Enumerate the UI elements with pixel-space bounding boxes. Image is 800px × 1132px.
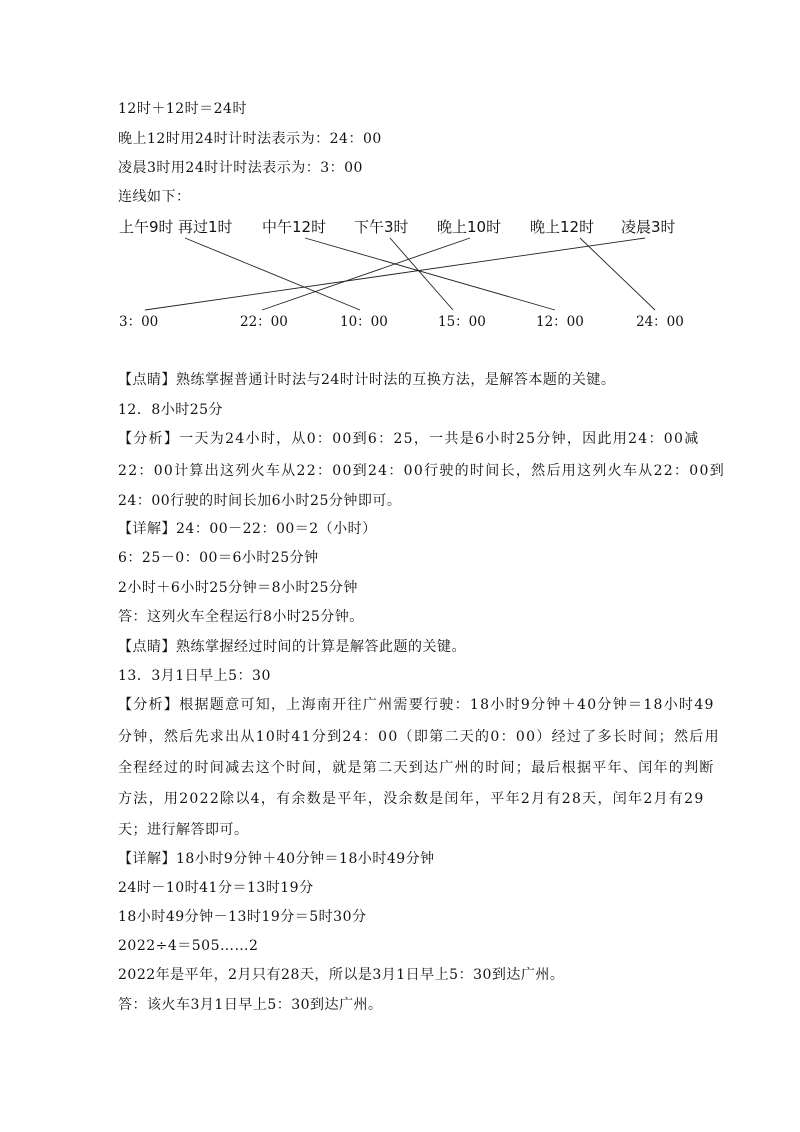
text-line: 2小时＋6小时25分钟＝8小时25分钟 xyxy=(118,580,358,596)
bottom-label: 10：00 xyxy=(340,314,388,330)
top-label: 凌晨3时 xyxy=(621,218,676,236)
text-line: 【点睛】熟练掌握普通计时法与24时计时法的互换方法，是解答本题的关键。 xyxy=(118,372,616,388)
text-line: 【点睛】熟练掌握经过时间的计算是解答此题的关键。 xyxy=(118,639,466,655)
text-line: 答：该火车3月1日早上5：30到达广州。 xyxy=(118,997,383,1013)
text-line: 【详解】24：00－22：00＝2（小时） xyxy=(118,521,377,537)
connector-line xyxy=(390,238,453,310)
text-line: 分钟，然后先求出从10时41分到24：00（即第二天的0：00）经过了多长时间；然后用 xyxy=(118,729,720,745)
text-line: 全程经过的时间减去这个时间，就是第二天到达广州的时间；最后根据平年、闰年的判断 xyxy=(118,760,715,776)
text-line: 12．8小时25分 xyxy=(118,402,224,418)
text-line: 18小时49分钟－13时19分＝5时30分 xyxy=(118,909,367,925)
text-line: 连线如下： xyxy=(118,189,191,205)
matching-diagram xyxy=(0,205,800,340)
text-line: 【详解】18小时9分钟＋40分钟＝18小时49分钟 xyxy=(118,851,435,867)
text-line: 【分析】一天为24小时，从0：00到6：25，一共是6小时25分钟，因此用24：00减 xyxy=(118,431,700,447)
connector-line xyxy=(145,238,645,310)
text-line: 晚上12时用24时计时法表示为：24：00 xyxy=(118,131,382,147)
bottom-label: 22：00 xyxy=(240,314,288,330)
bottom-label: 15：00 xyxy=(438,314,486,330)
connector-line xyxy=(305,238,555,310)
top-label: 中午12时 xyxy=(262,218,327,236)
text-line: 6：25－0：00＝6小时25分钟 xyxy=(118,550,319,566)
text-line: 13．3月1日早上5：30 xyxy=(118,668,271,684)
connector-line xyxy=(262,238,470,310)
bottom-label: 3：00 xyxy=(119,314,159,330)
text-line: 方法，用2022除以4，有余数是平年，没余数是闰年，平年2月有28天，闰年2月有29 xyxy=(118,791,705,807)
text-line: 24时－10时41分＝13时19分 xyxy=(118,880,314,896)
text-line: 天；进行解答即可。 xyxy=(118,822,249,838)
text-line: 2022÷4＝505……2 xyxy=(118,938,259,954)
text-line: 答：这列火车全程运行8小时25分钟。 xyxy=(118,609,364,625)
top-label: 上午9时 xyxy=(119,218,174,236)
text-line: 24：00行驶的时间长加6小时25分钟即可。 xyxy=(118,493,402,509)
bottom-label: 24：00 xyxy=(636,314,684,330)
top-label: 下午3时 xyxy=(354,218,409,236)
top-label: 晚上12时 xyxy=(530,218,595,236)
text-line: 【分析】根据题意可知，上海南开往广州需要行驶：18小时9分钟＋40分钟＝18小时49 xyxy=(118,697,715,713)
text-line: 12时＋12时＝24时 xyxy=(118,101,247,117)
text-line: 2022年是平年，2月只有28天，所以是3月1日早上5：30到达广州。 xyxy=(118,967,565,983)
bottom-label: 12：00 xyxy=(536,314,584,330)
connector-line xyxy=(580,238,655,310)
top-label: 晚上10时 xyxy=(437,218,502,236)
text-line: 凌晨3时用24时计时法表示为：3：00 xyxy=(118,160,363,176)
text-line: 22：00计算出这列火车从22：00到24：00行驶的时间长，然后用这列火车从22：00到 xyxy=(118,463,726,479)
top-label: 再过1时 xyxy=(178,218,233,236)
connector-line xyxy=(185,238,360,310)
